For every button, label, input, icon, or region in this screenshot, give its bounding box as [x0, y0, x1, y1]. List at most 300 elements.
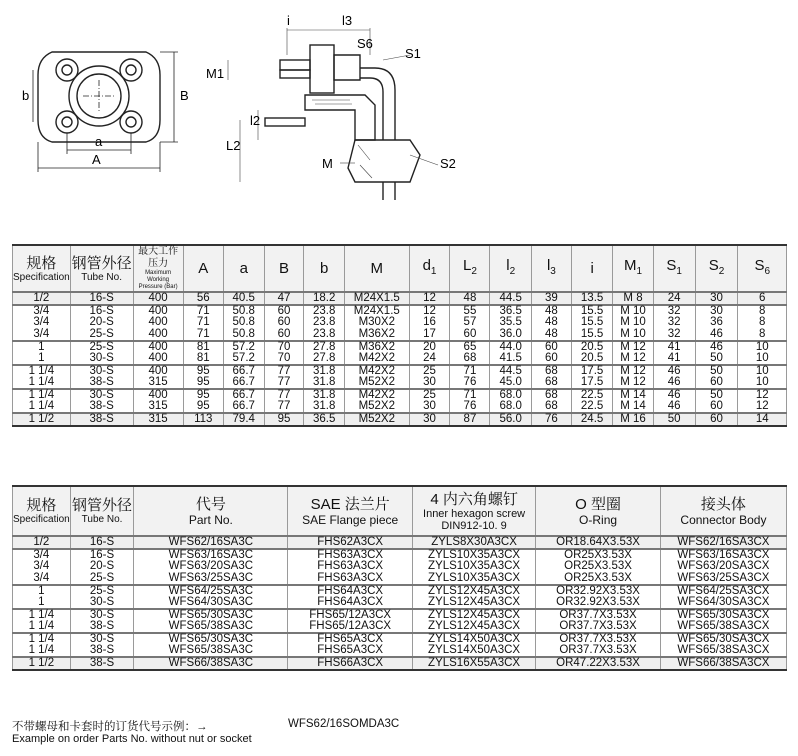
- table-cell: M 8: [613, 292, 653, 305]
- col-S1: $S_1$: [653, 245, 695, 292]
- table-cell: OR25X3.53X: [536, 573, 661, 585]
- table-cell: OR37.7X3.53X: [536, 621, 661, 633]
- table-cell: M52X2: [345, 401, 410, 413]
- table-cell: 24.5: [571, 413, 613, 426]
- technical-drawing: [0, 0, 798, 215]
- table-cell: M 10: [613, 305, 653, 317]
- table-cell: 1: [13, 585, 71, 597]
- table-cell: 76: [450, 401, 490, 413]
- table-cell: WFS66/38SA3CX: [660, 657, 786, 670]
- table-cell: 38-S: [70, 413, 133, 426]
- table-cell: OR25X3.53X: [536, 549, 661, 561]
- table-cell: 20.5: [571, 353, 613, 365]
- table-cell: 315: [133, 401, 183, 413]
- order-example-code: WFS62/16SOMDA3C: [288, 718, 400, 730]
- col-a: a: [223, 245, 264, 292]
- table-cell: 66.7: [223, 389, 264, 401]
- table-row: [13, 329, 787, 341]
- table-cell: 31.8: [304, 377, 345, 389]
- table-cell: 41.5: [490, 353, 532, 365]
- table-cell: 38-S: [70, 657, 134, 670]
- table-cell: 1: [13, 341, 71, 353]
- table-cell: 77: [264, 401, 304, 413]
- table-cell: M 12: [613, 365, 653, 377]
- table-cell: 400: [133, 329, 183, 341]
- table-cell: WFS62/16SA3CX: [660, 536, 786, 549]
- table-cell: ZYLS10X35A3CX: [412, 561, 535, 573]
- table-cell: 30: [409, 377, 450, 389]
- table-cell: FHS63A3CX: [288, 573, 413, 585]
- table-cell: 1 1/4: [13, 377, 71, 389]
- table-cell: 46: [653, 377, 695, 389]
- table-cell: ZYLS12X45A3CX: [412, 621, 535, 633]
- table-cell: WFS63/16SA3C: [134, 549, 288, 561]
- table-cell: FHS65A3CX: [288, 633, 413, 645]
- table-cell: 60: [695, 413, 738, 426]
- table-cell: 8: [738, 305, 787, 317]
- table-cell: 25-S: [70, 585, 134, 597]
- table-cell: 79.4: [223, 413, 264, 426]
- table-cell: WFS65/30SA3CX: [660, 633, 786, 645]
- table-cell: 30-S: [70, 353, 133, 365]
- table-cell: FHS65A3CX: [288, 645, 413, 657]
- table-cell: 17: [409, 329, 450, 341]
- table-cell: 1 1/4: [13, 389, 71, 401]
- table-cell: M42X2: [345, 389, 410, 401]
- col-d1: $d_1$: [409, 245, 450, 292]
- table-cell: 38-S: [70, 401, 133, 413]
- table-cell: 315: [133, 413, 183, 426]
- table-cell: WFS64/25SA3CX: [660, 585, 786, 597]
- table-cell: 30: [695, 305, 738, 317]
- table-cell: 50.8: [223, 305, 264, 317]
- table-cell: FHS66A3CX: [288, 657, 413, 670]
- table-cell: 66.7: [223, 365, 264, 377]
- label-L2: L2: [226, 138, 241, 153]
- table-cell: 20: [409, 341, 450, 353]
- table-cell: FHS62A3CX: [288, 536, 413, 549]
- table-cell: ZYLS10X35A3CX: [412, 573, 535, 585]
- label-l3: l3: [342, 13, 353, 28]
- table-cell: 25-S: [70, 329, 133, 341]
- table-cell: WFS66/38SA3C: [134, 657, 288, 670]
- table-cell: 38-S: [70, 377, 133, 389]
- table-cell: 60: [450, 329, 490, 341]
- table-row: [13, 657, 787, 670]
- table-cell: 56: [183, 292, 223, 305]
- table-cell: WFS64/30SA3C: [134, 597, 288, 609]
- table-cell: OR25X3.53X: [536, 561, 661, 573]
- part-numbers-table: [12, 485, 787, 671]
- connector-body: [305, 95, 375, 140]
- table-cell: 44.5: [490, 292, 532, 305]
- table-cell: 81: [183, 341, 223, 353]
- table-cell: 48: [450, 292, 490, 305]
- table-cell: WFS65/38SA3CX: [660, 621, 786, 633]
- col-S2: $S_2$: [695, 245, 738, 292]
- label-l2: l2: [250, 113, 261, 128]
- table-cell: 400: [133, 305, 183, 317]
- table-cell: 25: [409, 389, 450, 401]
- table-row: [13, 536, 787, 549]
- table-cell: 68: [450, 353, 490, 365]
- table-cell: 95: [264, 413, 304, 426]
- table-header-row: [13, 245, 787, 292]
- col-tube: 钢管外径 Tube No.: [70, 486, 134, 536]
- table-cell: 68: [531, 377, 571, 389]
- table-cell: WFS63/20SA3C: [134, 561, 288, 573]
- table-cell: 10: [738, 353, 787, 365]
- table-cell: 8: [738, 329, 787, 341]
- table-row: [13, 585, 787, 597]
- table-cell: 32: [653, 305, 695, 317]
- table-cell: 25: [409, 365, 450, 377]
- label-M1: M1: [206, 66, 225, 81]
- table-cell: OR37.7X3.53X: [536, 645, 661, 657]
- table-cell: 22.5: [571, 401, 613, 413]
- table-row: [13, 561, 787, 573]
- table-cell: 1: [13, 353, 71, 365]
- table-cell: 38-S: [70, 621, 134, 633]
- col-spec: 规格 Specification: [13, 245, 71, 292]
- table-cell: M 10: [613, 317, 653, 329]
- table-cell: WFS63/25SA3C: [134, 573, 288, 585]
- table-cell: M52X2: [345, 377, 410, 389]
- table-cell: 36: [695, 317, 738, 329]
- table-cell: 10: [738, 341, 787, 353]
- table-cell: 12: [409, 305, 450, 317]
- table-cell: 39: [531, 292, 571, 305]
- table-cell: 38-S: [70, 645, 134, 657]
- label-S2: S2: [440, 156, 456, 171]
- table-row: [13, 292, 787, 305]
- col-pressure: 最大工作压力 Maximum Working Pressure (Bar): [133, 245, 183, 292]
- table-cell: 315: [133, 377, 183, 389]
- table-row: [13, 305, 787, 317]
- label-M: M: [322, 156, 333, 171]
- table-cell: 24: [653, 292, 695, 305]
- table-cell: M 10: [613, 329, 653, 341]
- table-cell: 20.5: [571, 341, 613, 353]
- table-cell: 3/4: [13, 317, 71, 329]
- table-cell: 3/4: [13, 549, 71, 561]
- col-l3: $l_3$: [531, 245, 571, 292]
- table-cell: 95: [183, 377, 223, 389]
- table-cell: 400: [133, 365, 183, 377]
- table-cell: 77: [264, 389, 304, 401]
- table-cell: 71: [450, 389, 490, 401]
- table-cell: 10: [738, 365, 787, 377]
- table-cell: 60: [264, 317, 304, 329]
- table-cell: 3/4: [13, 329, 71, 341]
- table-cell: 400: [133, 317, 183, 329]
- table-cell: OR32.92X3.53X: [536, 585, 661, 597]
- table-cell: 22.5: [571, 389, 613, 401]
- dimensions-table-body: [13, 292, 787, 426]
- table-row: [13, 645, 787, 657]
- table-cell: 60: [264, 305, 304, 317]
- table-cell: M30X2: [345, 317, 410, 329]
- table-cell: 12: [409, 292, 450, 305]
- table-cell: 56.0: [490, 413, 532, 426]
- table-cell: M 12: [613, 353, 653, 365]
- table-cell: ZYLS12X45A3CX: [412, 597, 535, 609]
- table-cell: 30-S: [70, 365, 133, 377]
- table-cell: 76: [450, 377, 490, 389]
- table-cell: 44.5: [490, 365, 532, 377]
- table-cell: OR37.7X3.53X: [536, 633, 661, 645]
- col-sae-flange: SAE 法兰片 SAE Flange piece: [288, 486, 413, 536]
- table-cell: 46: [695, 329, 738, 341]
- table-row: [13, 317, 787, 329]
- order-example-label-cn: 不带螺母和卡套时的订货代号示例：→: [12, 721, 208, 733]
- table-cell: ZYLS16X55A3CX: [412, 657, 535, 670]
- table-cell: 70: [264, 353, 304, 365]
- table-cell: 400: [133, 292, 183, 305]
- col-spec: 规格 Specification: [13, 486, 71, 536]
- label-S6: S6: [357, 36, 373, 51]
- table-cell: 68: [531, 389, 571, 401]
- table-cell: 16: [409, 317, 450, 329]
- table-cell: M24X1.5: [345, 305, 410, 317]
- table-cell: 35.5: [490, 317, 532, 329]
- table-cell: 40.5: [223, 292, 264, 305]
- col-screw: 4 内六角螺钉 Inner hexagon screw DIN912-10. 9: [412, 486, 535, 536]
- table-row: [13, 413, 787, 426]
- table-cell: WFS65/30SA3C: [134, 609, 288, 621]
- table-cell: 16-S: [70, 305, 133, 317]
- table-row: [13, 365, 787, 377]
- table-cell: 50.8: [223, 317, 264, 329]
- table-cell: 1 1/4: [13, 365, 71, 377]
- table-cell: ZYLS14X50A3CX: [412, 633, 535, 645]
- col-tube: 钢管外径 Tube No.: [70, 245, 133, 292]
- table-cell: M36X2: [345, 341, 410, 353]
- label-b: b: [22, 88, 30, 103]
- table-cell: 13.5: [571, 292, 613, 305]
- table-cell: 95: [183, 401, 223, 413]
- table-cell: WFS65/30SA3CX: [660, 609, 786, 621]
- table-cell: 1 1/4: [13, 645, 71, 657]
- table-cell: 1 1/4: [13, 633, 71, 645]
- table-cell: 46: [653, 389, 695, 401]
- label-a: a: [95, 134, 103, 149]
- table-cell: 30-S: [70, 597, 134, 609]
- part-numbers-table-body: [13, 536, 787, 670]
- table-cell: M36X2: [345, 329, 410, 341]
- table-cell: M 16: [613, 413, 653, 426]
- table-cell: 3/4: [13, 561, 71, 573]
- table-cell: 87: [450, 413, 490, 426]
- table-row: [13, 597, 787, 609]
- table-cell: WFS65/38SA3C: [134, 645, 288, 657]
- table-cell: 1 1/4: [13, 401, 71, 413]
- table-cell: M 14: [613, 389, 653, 401]
- table-cell: 27.8: [304, 341, 345, 353]
- table-cell: M 12: [613, 377, 653, 389]
- table-cell: 25-S: [70, 341, 133, 353]
- table-cell: 60: [695, 401, 738, 413]
- table-cell: 50: [695, 389, 738, 401]
- table-cell: 57.2: [223, 341, 264, 353]
- table-cell: 77: [264, 365, 304, 377]
- table-cell: 27.8: [304, 353, 345, 365]
- table-cell: 6: [738, 292, 787, 305]
- table-cell: 46: [695, 341, 738, 353]
- table-cell: 68: [531, 365, 571, 377]
- table-row: [13, 353, 787, 365]
- table-cell: WFS63/25SA3CX: [660, 573, 786, 585]
- table-cell: 10: [738, 377, 787, 389]
- table-cell: WFS65/30SA3C: [134, 633, 288, 645]
- table-cell: WFS65/38SA3C: [134, 621, 288, 633]
- table-cell: 8: [738, 317, 787, 329]
- flange-side: [310, 45, 334, 93]
- table-cell: WFS63/16SA3CX: [660, 549, 786, 561]
- table-cell: 1 1/4: [13, 609, 71, 621]
- table-cell: 50: [653, 413, 695, 426]
- table-cell: ZYLS12X45A3CX: [412, 585, 535, 597]
- table-cell: 36.0: [490, 329, 532, 341]
- table-cell: 30: [409, 413, 450, 426]
- table-cell: 71: [183, 317, 223, 329]
- table-cell: 50.8: [223, 329, 264, 341]
- table-cell: WFS62/16SA3C: [134, 536, 288, 549]
- table-cell: 1/2: [13, 536, 71, 549]
- table-cell: 45.0: [490, 377, 532, 389]
- table-row: [13, 401, 787, 413]
- table-cell: 400: [133, 341, 183, 353]
- table-cell: 36.5: [304, 413, 345, 426]
- table-row: [13, 549, 787, 561]
- table-cell: FHS64A3CX: [288, 597, 413, 609]
- table-cell: FHS63A3CX: [288, 561, 413, 573]
- table-cell: 71: [183, 329, 223, 341]
- table-cell: 23.8: [304, 305, 345, 317]
- table-cell: 20-S: [70, 317, 133, 329]
- table-cell: 16-S: [70, 292, 133, 305]
- col-L2: $L_2$: [450, 245, 490, 292]
- table-cell: 68: [531, 401, 571, 413]
- table-cell: FHS64A3CX: [288, 585, 413, 597]
- table-cell: 95: [183, 365, 223, 377]
- table-cell: 1: [13, 597, 71, 609]
- table-cell: 66.7: [223, 377, 264, 389]
- col-connector-body: 接头体 Connector Body: [660, 486, 786, 536]
- table-cell: 81: [183, 353, 223, 365]
- table-cell: ZYLS14X50A3CX: [412, 645, 535, 657]
- table-cell: 17.5: [571, 365, 613, 377]
- table-cell: WFS64/30SA3CX: [660, 597, 786, 609]
- table-cell: 44.0: [490, 341, 532, 353]
- table-cell: 41: [653, 353, 695, 365]
- table-cell: OR47.22X3.53X: [536, 657, 661, 670]
- col-part-no: 代号 Part No.: [134, 486, 288, 536]
- table-cell: 25-S: [70, 573, 134, 585]
- table-cell: WFS63/20SA3CX: [660, 561, 786, 573]
- table-row: [13, 633, 787, 645]
- table-cell: 16-S: [70, 549, 134, 561]
- table-cell: OR18.64X3.53X: [536, 536, 661, 549]
- table-cell: 60: [264, 329, 304, 341]
- table-cell: 32: [653, 329, 695, 341]
- table-cell: OR32.92X3.53X: [536, 597, 661, 609]
- table-cell: 17.5: [571, 377, 613, 389]
- table-cell: 60: [531, 353, 571, 365]
- table-cell: 60: [695, 377, 738, 389]
- table-row: [13, 389, 787, 401]
- table-cell: M 12: [613, 341, 653, 353]
- table-cell: 23.8: [304, 317, 345, 329]
- table-cell: 46: [653, 365, 695, 377]
- table-cell: 50: [695, 353, 738, 365]
- label-i: i: [287, 13, 290, 28]
- table-row: [13, 621, 787, 633]
- table-cell: ZYLS8X30A3CX: [412, 536, 535, 549]
- table-cell: FHS63A3CX: [288, 549, 413, 561]
- table-cell: 30-S: [70, 389, 133, 401]
- table-cell: 95: [183, 389, 223, 401]
- table-cell: 12: [738, 401, 787, 413]
- col-A: A: [183, 245, 223, 292]
- col-l2: $l_2$: [490, 245, 532, 292]
- table-cell: 400: [133, 353, 183, 365]
- table-cell: 55: [450, 305, 490, 317]
- col-M: M: [345, 245, 410, 292]
- table-row: [13, 377, 787, 389]
- table-cell: 65: [450, 341, 490, 353]
- table-cell: OR37.7X3.53X: [536, 609, 661, 621]
- table-cell: 18.2: [304, 292, 345, 305]
- col-S6: $S_6$: [738, 245, 787, 292]
- table-cell: 76: [531, 413, 571, 426]
- table-cell: 48: [531, 329, 571, 341]
- table-cell: ZYLS10X35A3CX: [412, 549, 535, 561]
- label-S1: S1: [405, 46, 421, 61]
- table-cell: 57.2: [223, 353, 264, 365]
- col-M1: $M_1$: [613, 245, 653, 292]
- table-cell: 400: [133, 389, 183, 401]
- table-cell: 16-S: [70, 536, 134, 549]
- col-oring: O 型圈 O-Ring: [536, 486, 661, 536]
- table-row: [13, 609, 787, 621]
- table-cell: 20-S: [70, 561, 134, 573]
- table-cell: 70: [264, 341, 304, 353]
- table-cell: 15.5: [571, 317, 613, 329]
- table-cell: M42X2: [345, 353, 410, 365]
- table-cell: WFS64/25SA3C: [134, 585, 288, 597]
- table-cell: 15.5: [571, 329, 613, 341]
- table-cell: 71: [183, 305, 223, 317]
- col-b: b: [304, 245, 345, 292]
- table-cell: 36.5: [490, 305, 532, 317]
- table-cell: 68.0: [490, 401, 532, 413]
- table-cell: 24: [409, 353, 450, 365]
- table-cell: 30-S: [70, 633, 134, 645]
- table-row: [13, 341, 787, 353]
- table-cell: 14: [738, 413, 787, 426]
- col-i: i: [571, 245, 613, 292]
- table-cell: 23.8: [304, 329, 345, 341]
- table-cell: 60: [531, 341, 571, 353]
- table-cell: ZYLS12X45A3CX: [412, 609, 535, 621]
- table-cell: 31.8: [304, 401, 345, 413]
- table-row: [13, 573, 787, 585]
- table-cell: 50: [695, 365, 738, 377]
- table-cell: FHS65/12A3CX: [288, 609, 413, 621]
- table-cell: WFS65/38SA3CX: [660, 645, 786, 657]
- table-cell: 3/4: [13, 573, 71, 585]
